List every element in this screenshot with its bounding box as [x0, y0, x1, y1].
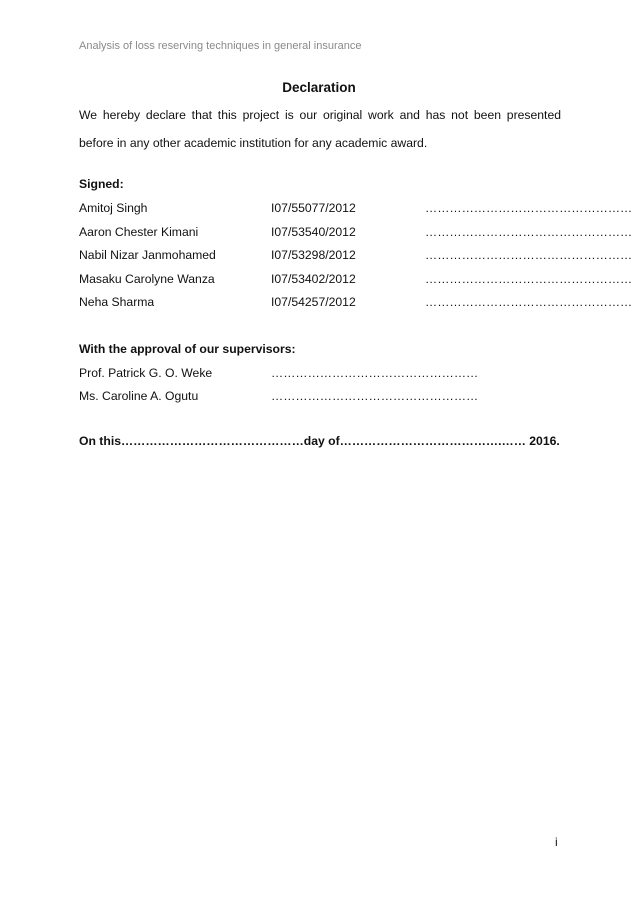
supervisor-name: Prof. Patrick G. O. Weke: [79, 366, 213, 380]
declaration-title: Declaration: [282, 80, 356, 95]
signatory-name: Amitoj Singh: [79, 201, 148, 215]
registration-number: I07/54257/2012: [271, 295, 356, 309]
signatory-row: [0, 272, 638, 292]
supervisor-name: Ms. Caroline A. Ogutu: [79, 389, 199, 403]
closing-date-line: On this………………………………………day of………………………………….…… 2016.: [79, 434, 560, 448]
signed-label: Signed:: [79, 177, 124, 191]
registration-number: I07/53298/2012: [271, 248, 356, 262]
signature-line: ……………………………………………: [425, 248, 633, 262]
supervisors-label: With the approval of our supervisors:: [79, 342, 296, 356]
registration-number: I07/55077/2012: [271, 201, 356, 215]
signatory-name: Masaku Carolyne Wanza: [79, 272, 215, 286]
running-header: Analysis of loss reserving techniques in general insurance: [79, 40, 362, 52]
signatory-name: Aaron Chester Kimani: [79, 225, 199, 239]
registration-number: I07/53402/2012: [271, 272, 356, 286]
signature-line: ……………………………………………: [425, 201, 633, 215]
signature-line: ……………………………………………: [425, 295, 633, 309]
signature-line: ……………………………………………: [425, 225, 633, 239]
signatory-name: Nabil Nizar Janmohamed: [79, 248, 216, 262]
signature-line: ……………………………………………: [425, 272, 633, 286]
signatory-row: [0, 225, 638, 245]
supervisor-row: [0, 366, 638, 386]
signatory-name: Neha Sharma: [79, 295, 155, 309]
declaration-paragraph: We hereby declare that this project is our original work and has not been presented before in any other academic institution for any academic award.: [79, 108, 561, 150]
signatory-row: [0, 295, 638, 315]
signature-line: ……………………………………………: [271, 366, 479, 380]
supervisor-row: [0, 389, 638, 409]
signatory-row: [0, 248, 638, 268]
signatory-row: [0, 201, 638, 221]
registration-number: I07/53540/2012: [271, 225, 356, 239]
page-number: i: [555, 835, 558, 849]
signature-line: ……………………………………………: [271, 389, 479, 403]
